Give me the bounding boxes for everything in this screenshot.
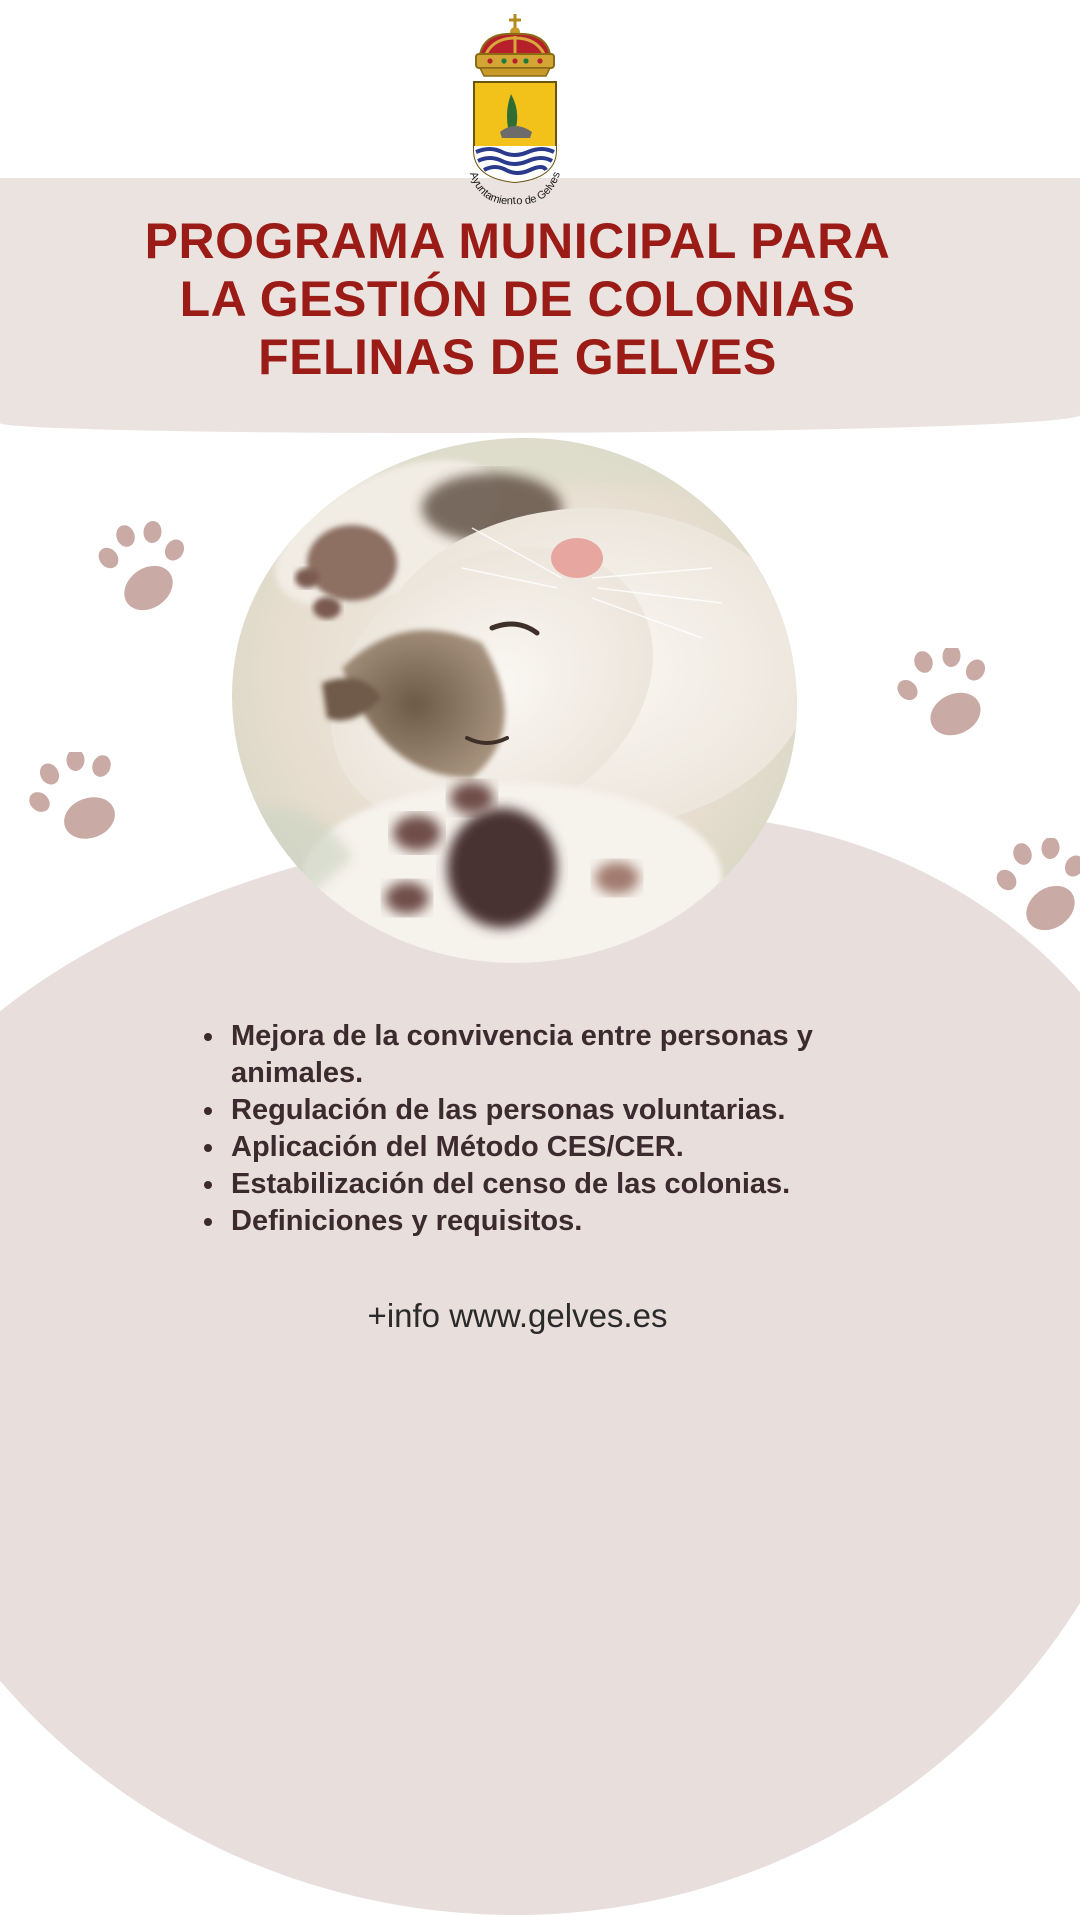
page-title bbox=[0, 212, 1035, 386]
list-item: Estabilización del censo de las colonias. bbox=[200, 1166, 900, 1203]
kitten-photo bbox=[232, 438, 797, 963]
title-line-1: PROGRAMA MUNICIPAL PARA bbox=[144, 213, 891, 269]
list-item: Aplicación del Método CES/CER. bbox=[200, 1129, 900, 1166]
paw-print-icon bbox=[990, 838, 1080, 938]
crest-icon bbox=[450, 10, 580, 210]
title-line-2: LA GESTIÓN DE COLONIAS bbox=[179, 271, 856, 327]
benefits-list bbox=[200, 1018, 900, 1240]
list-item: Regulación de las personas voluntarias. bbox=[200, 1092, 900, 1129]
crest-label: Ayuntamiento de Gelves bbox=[467, 170, 563, 208]
background-blob bbox=[0, 815, 1080, 1915]
title-line-3: FELINAS DE GELVES bbox=[258, 329, 777, 385]
paw-print-icon bbox=[25, 752, 130, 852]
list-item: Definiciones y requisitos. bbox=[200, 1203, 900, 1240]
paw-print-icon bbox=[893, 648, 998, 748]
paw-print-icon bbox=[88, 518, 193, 618]
list-item: Mejora de la convivencia entre personas y animales. bbox=[200, 1018, 900, 1092]
footer-info-link: +info www.gelves.es bbox=[367, 1297, 668, 1334]
